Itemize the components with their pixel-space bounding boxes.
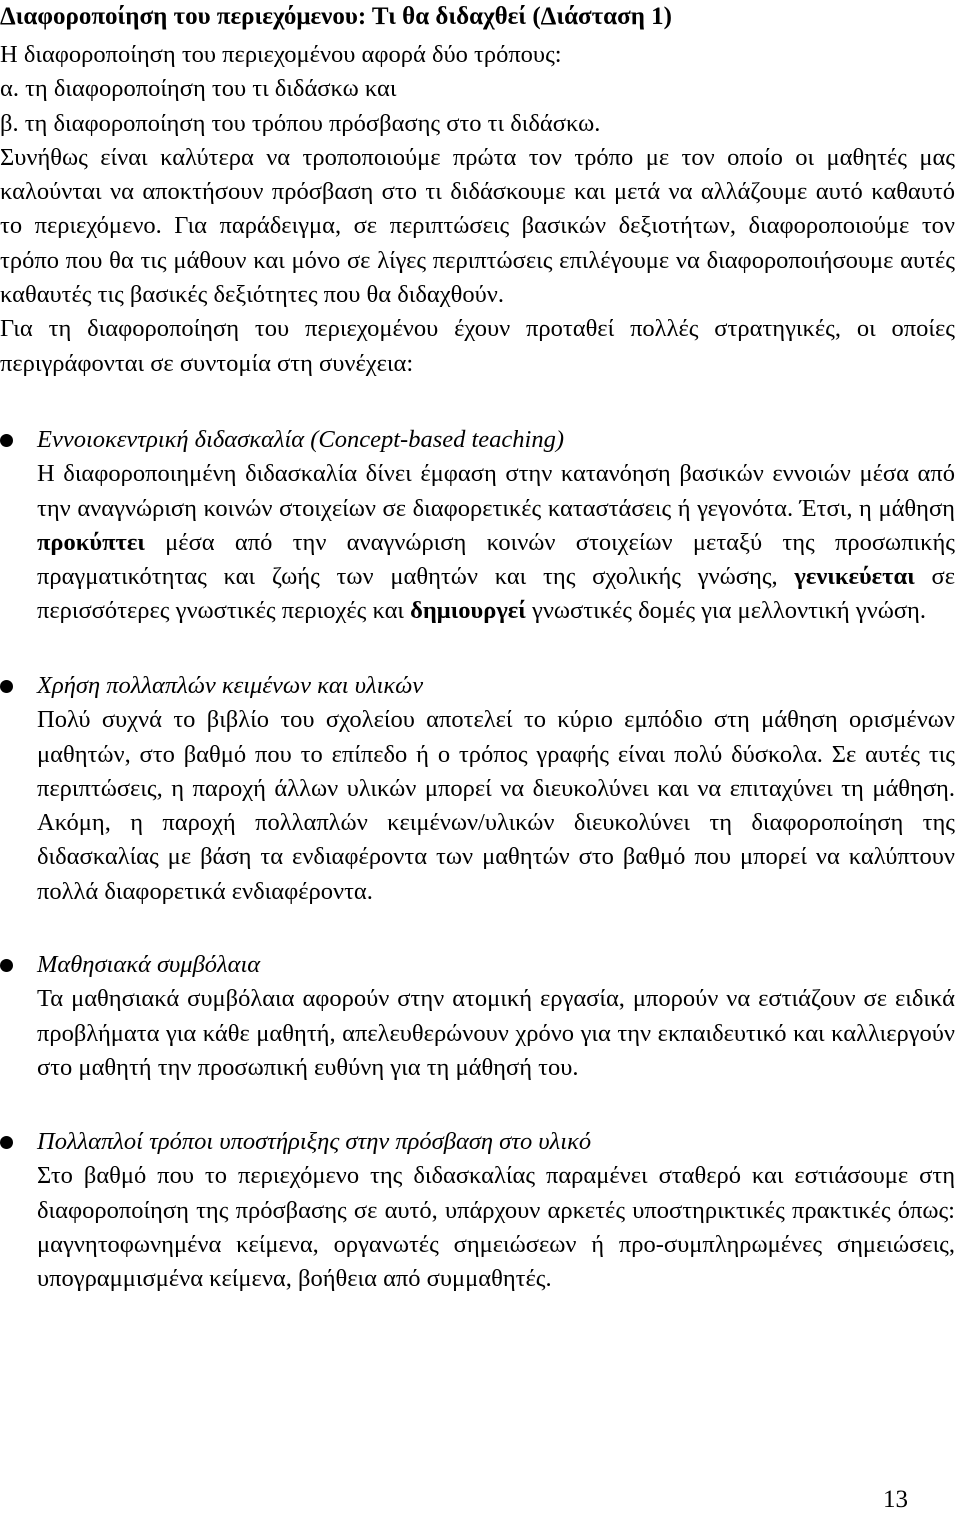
strategy-title: Χρήση πολλαπλών κειμένων και υλικών bbox=[37, 672, 424, 699]
bullet-icon bbox=[0, 680, 13, 693]
page-number: 13 bbox=[883, 1486, 908, 1513]
strategy-item-multiple-texts bbox=[37, 669, 955, 909]
bullet-icon bbox=[0, 959, 13, 972]
intro-block bbox=[0, 38, 955, 381]
intro-line: Η διαφοροποίηση του περιεχομένου αφορά δύο τρόπους: bbox=[0, 41, 562, 68]
strategy-text: Στο βαθμό που το περιεχόμενο της διδασκαλίας παραμένει σταθερό και εστιάσουμε στη διαφοροποίηση της πρόσβασης σε αυτό, υπάρχουν αρκετές υποστηρικτικές πρακτικές όπως: μαγνητοφωνημένα κείμενα, οργανωτές σημειώσεων ή προ-συμπληρωμένες σημειώσεις, υπογραμμισμένα κείμενα, βοήθεια από συμμαθητές. bbox=[37, 1162, 955, 1293]
strategy-text: Πολύ συχνά το βιβλίο του σχολείου αποτελεί το κύριο εμπόδιο στη μάθηση ορισμένων μαθητών, στο βαθμό που το επίπεδο ή ο τρόπος γραφής είναι πολύ δύσκολα. Σε αυτές τις περιπτώσεις, η παροχή άλλων υλικών μπορεί να διευκολύνει και να επιταχύνει τη μάθηση. Ακόμη, η παροχή πολλαπλών κειμένων/υλικών διευκολύνει τη διαφοροποίηση της διδασκαλίας με βάση τα ενδιαφέροντα των μαθητών στο βαθμό που μπορεί να καλύπτουν πολλά διαφορετικά ενδιαφέροντα. bbox=[37, 706, 955, 905]
bullet-icon bbox=[0, 1136, 13, 1149]
strategy-text: Τα μαθησιακά συμβόλαια αφορούν στην ατομική εργασία, μπορούν να εστιάζουν σε ειδικά προβλήματα για κάθε μαθητή, απελευθερώνουν χρόνο για την εκπαιδευτικό και καλλιεργούν στο μαθητή την προσωπική ευθύνη για τη μάθησή του. bbox=[37, 985, 955, 1081]
strategy-item-access-support bbox=[37, 1125, 955, 1296]
strategy-item-concept-based bbox=[37, 423, 955, 629]
strategy-text: Η διαφοροποιημένη διδασκαλία δίνει έμφαση στην κατανόηση βασικών εννοιών μέσα από την αναγνώριση κοινών στοιχείων σε διαφορετικές καταστάσεις ή γεγονότα. Έτσι, η μάθηση προκύπτει μέσα από την αναγνώριση κοινών στοιχείων μεταξύ της προσωπικής πραγματικότητας και ζωής των μαθητών και της σχολικής γνώσης, γενικεύεται σε περισσότερες γνωστικές περιοχές και δημιουργεί γνωστικές δομές για μελλοντική γνώση. bbox=[37, 460, 955, 625]
strategy-item-learning-contracts bbox=[37, 948, 955, 1085]
section-heading: Διαφοροποίηση του περιεχόμενου: Τι θα διδαχθεί (Διάσταση 1) bbox=[0, 3, 672, 30]
strategy-title: Μαθησιακά συμβόλαια bbox=[37, 951, 261, 978]
intro-paragraph-strategies: Για τη διαφοροποίηση του περιεχομένου έχουν προταθεί πολλές στρατηγικές, οι οποίες περιγράφονται σε συντομία στη συνέχεια: bbox=[0, 315, 955, 377]
strategy-title: Πολλαπλοί τρόποι υποστήριξης στην πρόσβαση στο υλικό bbox=[37, 1128, 592, 1155]
bullet-icon bbox=[0, 434, 13, 447]
intro-item-b: β. τη διαφοροποίηση του τρόπου πρόσβασης στο τι διδάσκω. bbox=[0, 109, 601, 137]
intro-item-a: α. τη διαφοροποίηση του τι διδάσκω και bbox=[0, 75, 397, 103]
strategy-title: Εννοιοκεντρική διδασκαλία (Concept-based teaching) bbox=[37, 426, 565, 453]
intro-paragraph: Συνήθως είναι καλύτερα να τροποποιούμε πρώτα τον τρόπο με τον οποίο οι μαθητές μας καλούνται να αποκτήσουν πρόσβαση στο τι διδάσκουμε και μετά να αλλάζουμε αυτό καθαυτό το περιεχόμενο. Για παράδειγμα, σε περιπτώσεις βασικών δεξιοτήτων, διαφοροποιούμε τον τρόπο που θα τις μάθουν και μόνο σε λίγες περιπτώσεις επιλέγουμε να διαφοροποιήσουμε αυτές καθαυτές τις βασικές δεξιότητες που θα διδαχθούν. bbox=[0, 143, 955, 309]
